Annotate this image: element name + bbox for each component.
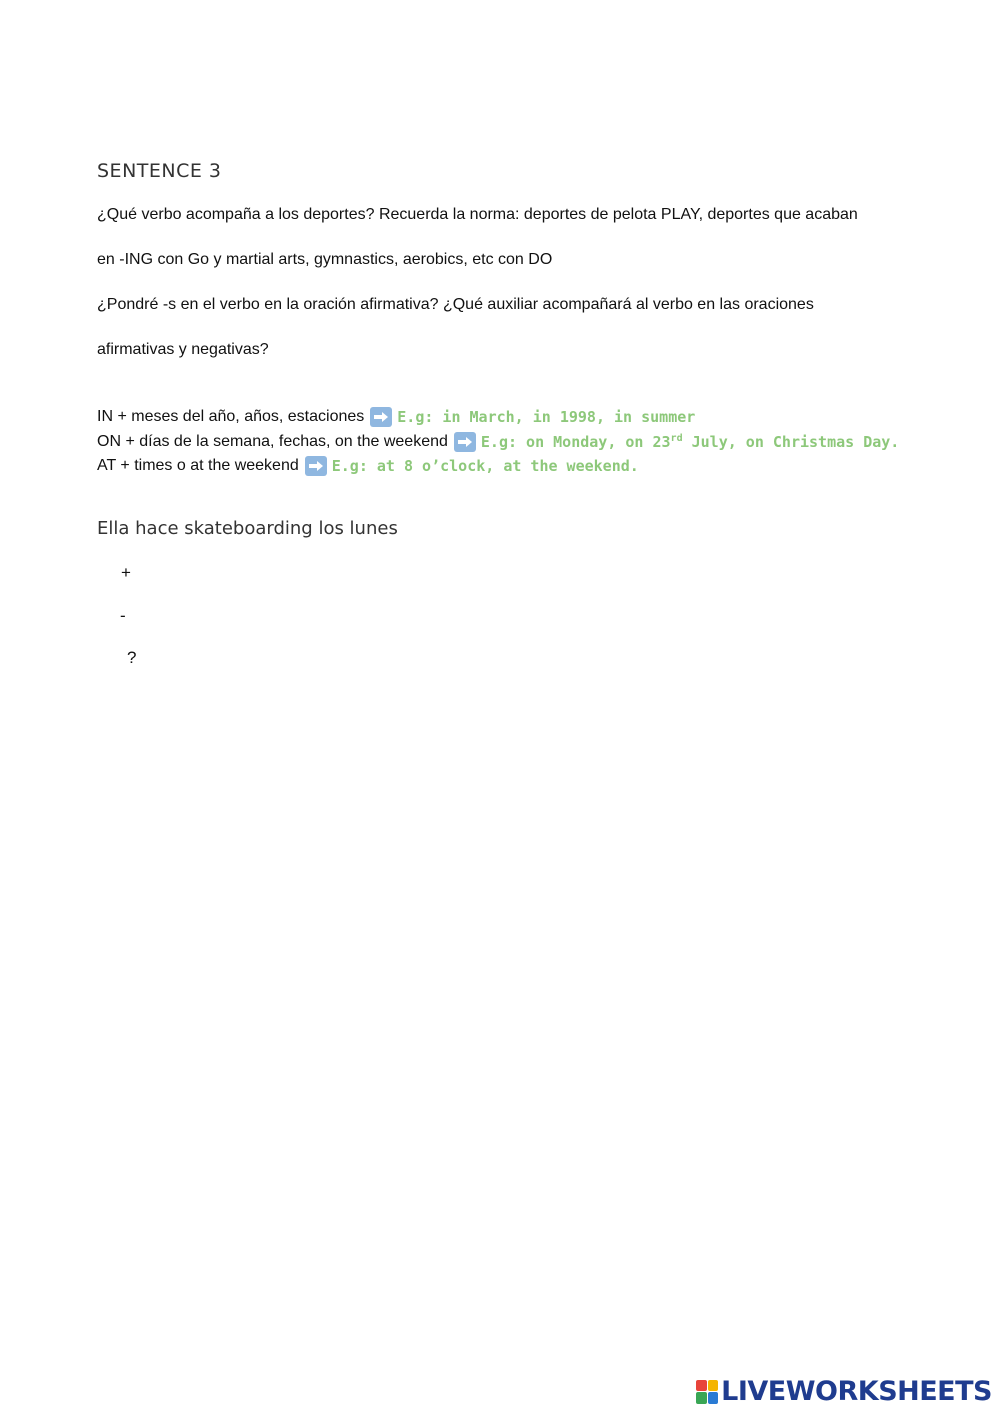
affirmative-answer-label: + xyxy=(121,563,131,582)
right-arrow-icon xyxy=(305,456,327,476)
rule-text: ON + días de la semana, fechas, on the weekend xyxy=(97,433,448,450)
logo-icon xyxy=(696,1380,718,1404)
section-heading: SENTENCE 3 xyxy=(97,160,222,182)
rule-example: E.g: in March, in 1998, in summer xyxy=(397,408,696,426)
rule-at xyxy=(97,456,639,476)
instruction-line-2: en -ING con Go y martial arts, gymnastics, aerobics, etc con DO xyxy=(97,251,553,268)
sentence-prompt: Ella hace skateboarding los lunes xyxy=(97,518,398,539)
instruction-line-4: afirmativas y negativas? xyxy=(97,341,269,358)
liveworksheets-logo xyxy=(696,1376,992,1407)
right-arrow-icon xyxy=(370,407,392,427)
negative-answer-label: - xyxy=(120,606,126,625)
right-arrow-icon xyxy=(454,432,476,452)
rule-on xyxy=(97,432,899,452)
rule-in xyxy=(97,407,695,427)
rule-text: IN + meses del año, años, estaciones xyxy=(97,408,365,425)
rule-text: AT + times o at the weekend xyxy=(97,457,299,474)
instruction-line-3: ¿Pondré -s en el verbo en la oración afirmativa? ¿Qué auxiliar acompañará al verbo en las oraciones xyxy=(97,296,814,313)
logo-text: LIVEWORKSHEETS xyxy=(721,1376,992,1407)
instruction-line-1: ¿Qué verbo acompaña a los deportes? Recuerda la norma: deportes de pelota PLAY, deportes que acaban xyxy=(97,206,858,223)
rule-example: E.g: at 8 o’clock, at the weekend. xyxy=(331,457,639,475)
rule-example: E.g: on Monday, on 23rd July, on Christmas Day. xyxy=(480,433,900,451)
question-answer-label: ? xyxy=(127,648,137,667)
